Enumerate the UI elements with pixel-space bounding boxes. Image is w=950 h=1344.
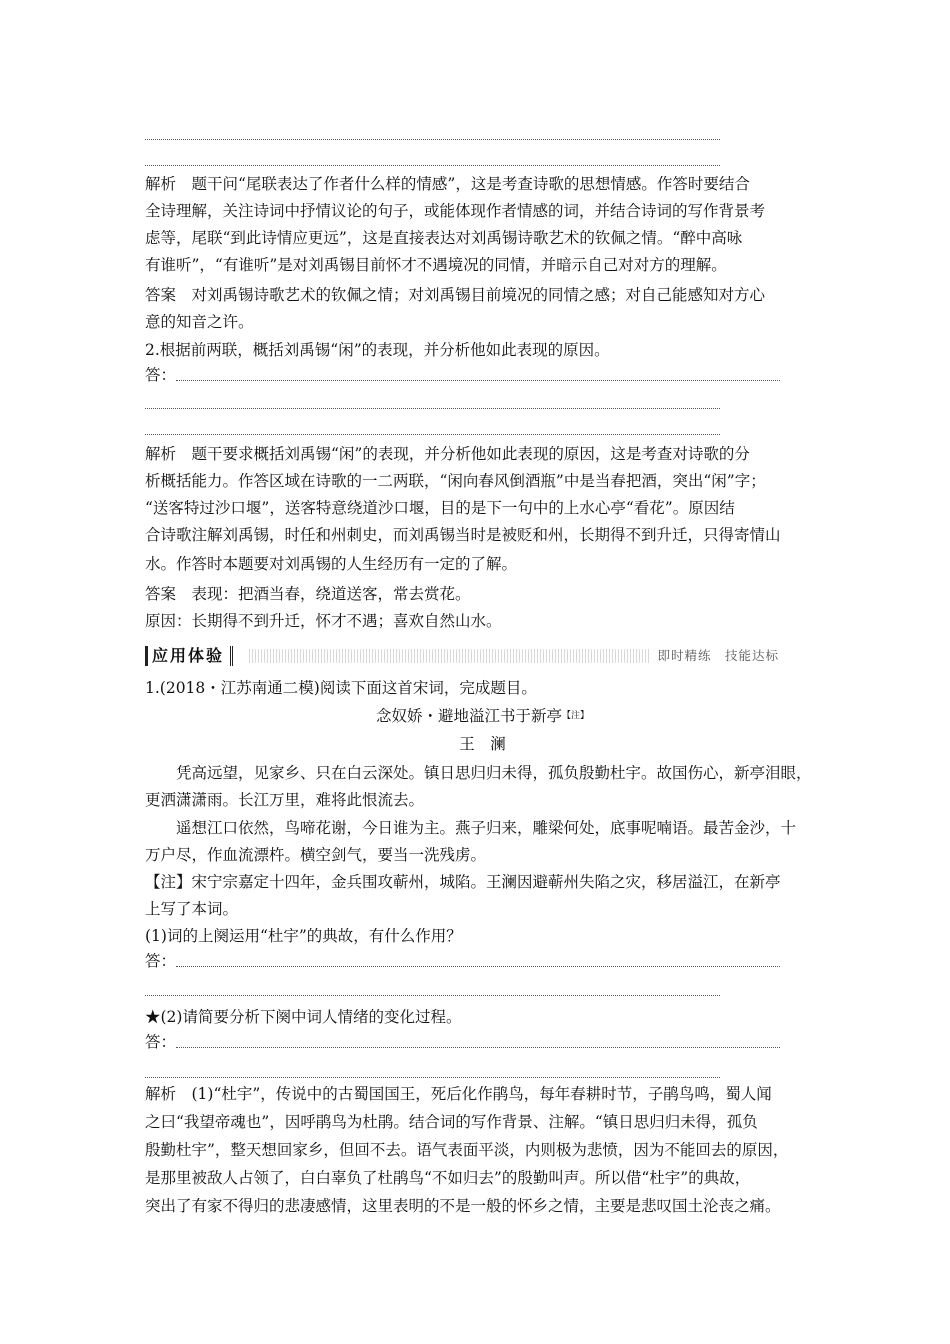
analysis-line: 是那里被敌人占领了，白白辜负了杜鹃鸟“不如归去”的殷勤叫声。所以借“杜宇”的典故， bbox=[145, 1169, 751, 1187]
analysis-line: 全诗理解，关注诗词中抒情议论的句子，或能体现作者情感的词，并结合诗词的写作背景考 bbox=[145, 202, 766, 220]
answer-line[interactable] bbox=[145, 1077, 720, 1078]
answer-label: 答： bbox=[145, 952, 177, 970]
poem-note-mark: 【注】 bbox=[562, 711, 590, 721]
analysis-line: 析概括能力。作答区域在诗歌的一二两联，“闲向春风倒酒瓶”中是当春把酒，突出“闲”字； bbox=[145, 472, 766, 490]
sub-question-2: ★(2)请简要分析下阕中词人情绪的变化过程。 bbox=[145, 1008, 462, 1026]
section-header bbox=[145, 646, 785, 666]
analysis-line: 突出了有家不得归的悲凄感情，这里表明的不是一般的怀乡之情，主要是悲叹国土沦丧之痛。 bbox=[145, 1197, 781, 1215]
analysis-line: 水。作答时本题要对刘禹锡的人生经历有一定的了解。 bbox=[145, 555, 518, 573]
note-line: 【注】宋宁宗嘉定十四年，金兵围攻蕲州，城陷。王澜因避蕲州失陷之灾，移居溢江，在新亭 bbox=[145, 873, 781, 891]
poem-title-row bbox=[145, 705, 820, 727]
note-line: 上写了本词。 bbox=[145, 900, 239, 918]
analysis-line: 合诗歌注解刘禹锡，时任和州刺史，而刘禹锡当时是被贬和州，长期得不到升迁，只得寄情山 bbox=[145, 526, 781, 544]
answer-line[interactable] bbox=[176, 1047, 780, 1048]
poem-line: 凭高远望，见家乡、只在白云深处。镇日思归归未得，孤负殷勤杜宇。故国伤心，新亭泪眼， bbox=[145, 764, 812, 782]
analysis-line: 虑等，尾联“到此诗情应更远”，这是直接表达对刘禹锡诗歌艺术的钦佩之情。“醉中高咏 bbox=[145, 229, 743, 247]
poem-title: 念奴娇・避地溢江书于新亭 bbox=[375, 707, 562, 725]
poem-line: 遥想江口依然，鸟啼花谢，今日谁为主。燕子归来，雕梁何处，底事呢喃语。最苦金沙，十 bbox=[145, 819, 797, 837]
answer-text-line: 原因：长期得不到升迁，怀才不遇；喜欢自然山水。 bbox=[145, 612, 502, 630]
answer-line[interactable] bbox=[176, 966, 780, 967]
answer-line[interactable] bbox=[145, 408, 720, 409]
section-title: 应用体验 bbox=[145, 646, 233, 666]
analysis-line: 有谁听”，“有谁听”是对刘禹锡目前怀才不遇境况的同情，并暗示自己对对方的理解。 bbox=[145, 256, 727, 274]
answer-row[interactable] bbox=[145, 364, 780, 386]
analysis-line: 解析 (1)“杜宇”，传说中的古蜀国国王，死后化作鹃鸟，每年春耕时节，子鹃鸟鸣，蜀人闻 bbox=[145, 1085, 772, 1103]
analysis-line: “送客特过沙口堰”，送客特意绕道沙口堰，目的是下一句中的上水心亭“看花”。原因结 bbox=[145, 499, 735, 517]
answer-line[interactable] bbox=[176, 380, 780, 381]
analysis-line: 解析 题干要求概括刘禹锡“闲”的表现，并分析他如此表现的原因，这是考查对诗歌的分 bbox=[145, 445, 750, 463]
answer-line[interactable] bbox=[145, 995, 720, 996]
poem-line: 更洒潇潇雨。长江万里，难将此恨流去。 bbox=[145, 791, 425, 809]
answer-text-line: 意的知音之许。 bbox=[145, 313, 254, 331]
poem-author: 王 澜 bbox=[459, 735, 506, 753]
analysis-line: 解析 题干问“尾联表达了作者什么样的情感”，这是考查诗歌的思想情感。作答时要结合 bbox=[145, 175, 750, 193]
section-tag: 即时精练 技能达标 bbox=[651, 646, 785, 666]
question-2: 2.根据前两联，概括刘禹锡“闲”的表现，并分析他如此表现的原因。 bbox=[145, 341, 610, 359]
answer-label: 答： bbox=[145, 366, 177, 384]
sub-question-1: (1)词的上阕运用“杜宇”的典故，有什么作用？ bbox=[145, 927, 462, 945]
answer-line[interactable] bbox=[145, 165, 720, 166]
answer-row[interactable] bbox=[145, 950, 780, 972]
answer-line[interactable] bbox=[145, 434, 720, 435]
answer-row[interactable] bbox=[145, 1031, 780, 1053]
answer-line[interactable] bbox=[145, 139, 720, 140]
answer-label: 答： bbox=[145, 1033, 177, 1051]
exercise-intro: 1.(2018・江苏南通二模)阅读下面这首宋词，完成题目。 bbox=[145, 679, 537, 697]
analysis-line: 殷勤杜宇”，整天想回家乡，但回不去。语气表面平淡，内则极为悲愤，因为不能回去的原因， bbox=[145, 1141, 789, 1159]
answer-text-line: 答案 表现：把酒当春，绕道送客，常去赏花。 bbox=[145, 585, 471, 603]
answer-text-line: 答案 对刘禹锡诗歌艺术的钦佩之情；对刘禹锡目前境况的同情之感；对自己能感知对方心 bbox=[145, 286, 766, 304]
analysis-line: 之曰“我望帝魂也”，因呼鹃鸟为杜鹃。结合词的写作背景、注解。“镇日思归归未得，孤负 bbox=[145, 1113, 758, 1131]
poem-line: 万户尽，作血流漂杵。横空剑气，要当一洗残虏。 bbox=[145, 846, 487, 864]
